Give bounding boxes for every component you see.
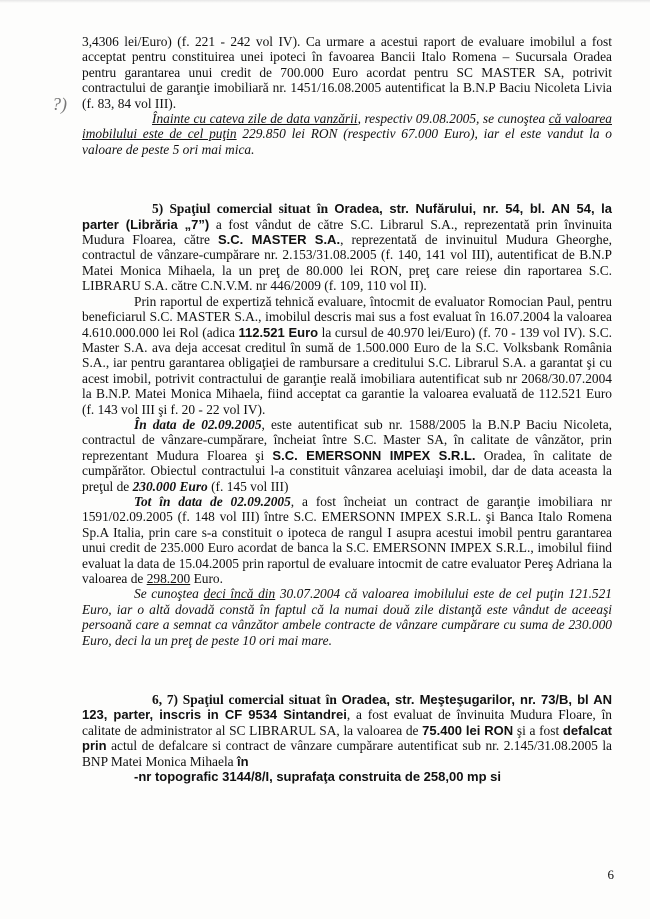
paragraph-item-6-7: 6, 7) Spaţiul comercial situat în Oradea, str. Meşteşugarilor, nr. 73/B, bl AN 123, parter, inscris in CF 9534 Sintandrei, a fost evaluat de învinuita Mudura Floare, în calitate de administrator al SC LIBRARUL SA, la valoarea de 75.400 lei RON şi a fost defalcat prin actul de defalcare si contract de vânzare cumpărare autentificat sub nr. 2.145/31.08.2005 la BNP Matei Monica Mihaela în	[82, 692, 613, 769]
spacer	[82, 648, 612, 692]
paragraph-guarantee-contract: Tot în data de 02.09.2005, a fost încheiat un contract de garanţie imobiliara nr 1591/02.09.2005 (f. 148 vol III) între S.C. EMERSONN IMPEX S.R.L. şi Banca Italo Romena Sp.A Italia, prin care s-a constituit o ipoteca de rangul I asupra acestui imobil pentru garantarea unui credit de 235.000 Euro acordat de banca la S.C. EMERSONN IMPEX S.R.L., imobilul fiind evaluat la data de 15.04.2005 prin raportul de evaluare intocmit de catre evaluator Pereş Adriana la valoarea de 298.200 Euro.	[82, 493, 612, 586]
paragraph-sale-emersonn: În data de 02.09.2005, este autentificat sub nr. 1588/2005 la B.N.P Baciu Nicoleta, contractul de vânzare-cumpărare, încheiat între S.C. Master SA, în calitate de vânzător, prin reprezentant Mudura Floarea şi S.C. EMERSONN IMPEX S.R.L. Oradea, în calitate de cumpărător. Obiectul contractului l-a constituit vânzarea aceluiaşi imobil, dar de data aceasta la preţul de 230.000 Euro (f. 145 vol III)	[82, 416, 612, 494]
paragraph-knowledge-before-sale: Înainte cu cateva zile de data vanzării, respectiv 09.08.2005, se cunoştea că valoarea imobilului este de cel puţin 229.850 lei RON (respectiv 67.000 Euro), iar el este vandut la o valoare de peste 5 ori mai mica.	[82, 111, 612, 157]
paragraph-price-conclusion: Se cunoştea deci încă din 30.07.2004 că valoarea imobilului este de cel puţin 121.521 Euro, iar o altă dovadă constă în faptul că la numai două zile distanţă este vândut de aceeaşi persoană care a semnat ca vânzător ambele contracte de vânzare cumpărare cu suma de 230.000 Euro, deci la un preţ de peste 10 ori mai mare.	[82, 586, 612, 648]
paragraph-valuation-continued: 3,4306 lei/Euro) (f. 221 - 242 vol IV). Ca urmare a acestui raport de evaluare imobilul a fost acceptat pentru constituirea unei ipoteci în favoarea Bancii Italo Romena – Sucursala Oradea pentru garantarea unui credit de 700.000 Euro acordat pentru SC MASTER SA, potrivit contractului de garanţie imobiliară nr. 1451/16.08.2005 autentificat la B.N.P Baciu Nicoleta Livia (f. 83, 84 vol III).	[82, 34, 612, 111]
scan-edge	[0, 0, 650, 3]
paragraph-expert-valuation: Prin raportul de expertiză tehnică evaluare, întocmit de evaluator Romocian Paul, pentru beneficiarul S.C. MASTER S.A., imobilul descris mai sus a fost evaluat în 16.07.2004 la valoarea 4.610.000.000 lei Rol (adica 112.521 Euro la cursul de 40.970 lei/Euro) (f. 70 - 139 vol IV). S.C. Master S.A. ava deja accesat creditul în sumă de 1.500.000 Euro de la S.C. Volksbank România S.A., iar pentru garantarea obligaţiei de rambursare a creditului S.C. Librarul S.A. a garantat şi cu acest imobil, potrivit contractului de garanţie reală imobiliara autentificat sub nr 2068/30.07.2004 la B.N.P. Matei Monica Mihaela, fiind acceptat ca garantie la valoarea evaluată de 112.521 Euro (f. 143 vol III şi f. 20 - 22 vol IV).	[82, 293, 612, 417]
spacer	[82, 157, 612, 201]
document-body	[82, 34, 612, 784]
handwritten-margin-mark: ?)	[52, 94, 67, 114]
page-number: 6	[607, 867, 614, 882]
paragraph-topographic-number: -nr topografic 3144/8/I, suprafaţa construita de 258,00 mp si	[134, 769, 502, 785]
paragraph-item-5: 5) Spaţiul comercial situat în Oradea, str. Nufărului, nr. 54, bl. AN 54, la parter (Librăria „7”) a fost vândut de către S.C. Librarul S.A., reprezentată prin învinuita Mudura Floarea, către S.C. MASTER S.A., reprezentată de invinuitul Mudura Gheorghe, contractul de vânzare-cumpărare nr. 2.153/31.08.2005 (f. 140, 141 vol III), autentificat de B.N.P Matei Monica Mihaela, la un preţ de 80.000 lei RON, preţ care reiese din raportarea S.C. LIBRARU S.A. către C.N.V.M. nr 446/2009 (f. 109, 110 vol II).	[82, 201, 612, 294]
